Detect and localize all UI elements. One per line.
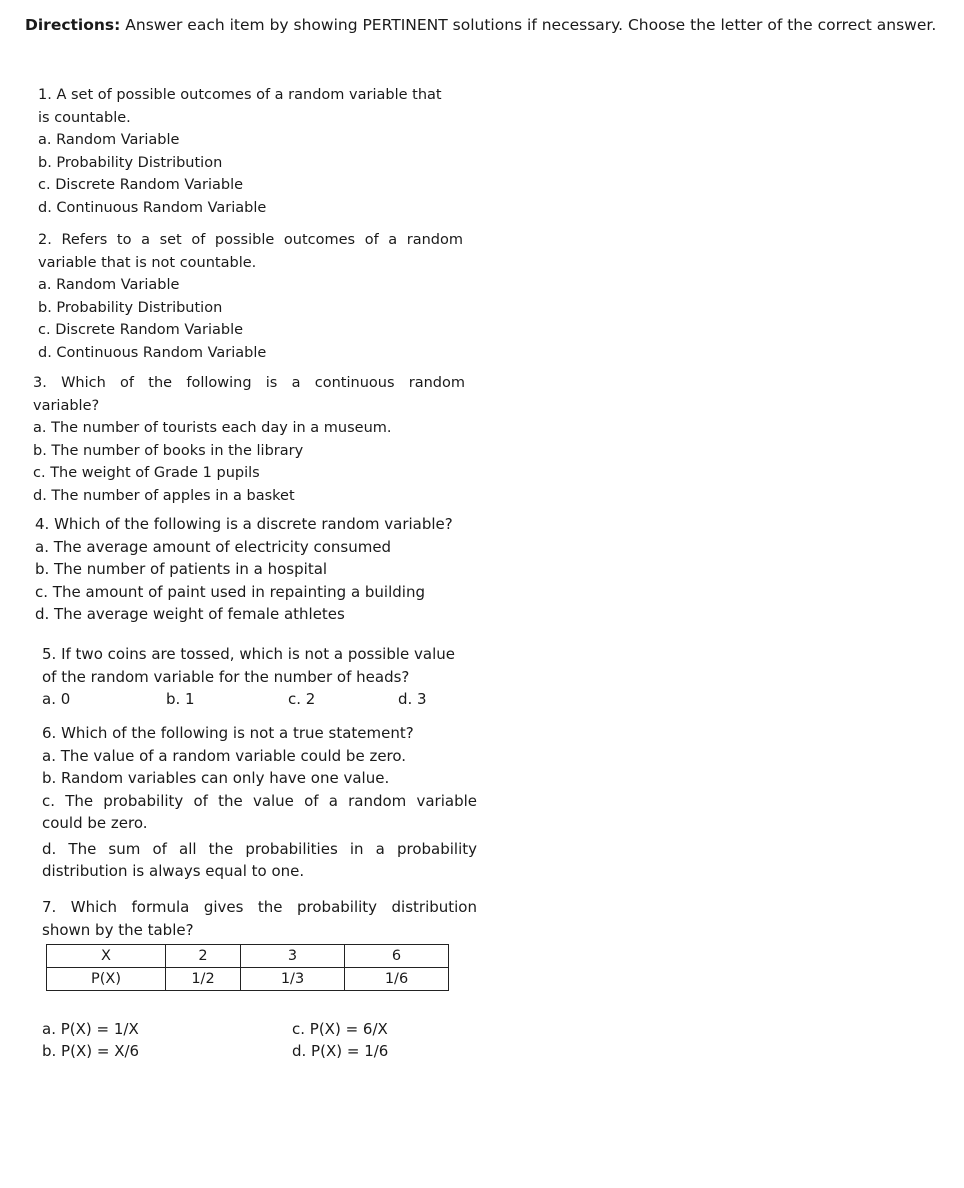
q1-stem-line-1: 1. A set of possible outcomes of a random variable that [38, 87, 442, 103]
table-cell: 1/3 [241, 968, 345, 991]
q6-stem-line-1: 6. Which of the following is not a true statement? [42, 724, 414, 742]
question-6 [42, 722, 477, 883]
q5-option-b: b. 1 [166, 690, 195, 708]
q3-option-c: c. The weight of Grade 1 pupils [33, 465, 260, 481]
q6-option-b: b. Random variables can only have one value. [42, 769, 390, 787]
q4-option-d: d. The average weight of female athletes [35, 605, 345, 623]
directions-label: Directions: [25, 16, 121, 34]
q7-option-a: a. P(X) = 1/X [42, 1020, 139, 1038]
q6-option-c-line-2: could be zero. [42, 814, 148, 832]
q7-option-c: c. P(X) = 6/X [292, 1020, 388, 1038]
q1-option-b: b. Probability Distribution [38, 154, 223, 171]
q5-options-row [42, 688, 472, 710]
q7-stem-line-1: 7. Which formula gives the probability distribution [42, 898, 477, 916]
q2-option-a: a. Random Variable [38, 277, 180, 293]
table-cell: P(X) [47, 968, 166, 991]
table-cell: 3 [241, 945, 345, 968]
q7-stem-line-2: shown by the table? [42, 920, 194, 939]
probability-table [46, 944, 449, 991]
q2-option-c: c. Discrete Random Variable [38, 322, 244, 338]
q5-option-d: d. 3 [398, 690, 427, 708]
q5-stem-line-1: 5. If two coins are tossed, which is not a possible value [42, 645, 455, 663]
q2-option-d: d. Continuous Random Variable [38, 344, 267, 361]
q1-stem-line-2: is countable. [38, 109, 131, 126]
table-row [47, 968, 449, 991]
q1-option-c: c. Discrete Random Variable [38, 177, 244, 193]
directions [25, 14, 945, 36]
q3-option-a: a. The number of tourists each day in a museum. [33, 420, 392, 436]
question-7 [42, 896, 477, 941]
q6-option-d-line-1: d. The sum of all the probabilities in a probability [42, 839, 477, 858]
q7-option-d: d. P(X) = 1/6 [292, 1042, 389, 1060]
q4-stem-line-1: 4. Which of the following is a discrete random variable? [35, 515, 453, 533]
q6-option-a: a. The value of a random variable could be zero. [42, 746, 407, 765]
q7-option-b: b. P(X) = X/6 [42, 1042, 140, 1060]
q2-stem-line-1: 2. Refers to a set of possible outcomes of a random [38, 232, 463, 248]
table-cell: X [47, 945, 166, 968]
table-cell: 1/6 [345, 968, 449, 991]
question-5 [42, 643, 472, 710]
question-1 [38, 84, 463, 219]
question-4 [35, 513, 465, 626]
q5-option-c: c. 2 [288, 690, 316, 708]
q4-option-b: b. The number of patients in a hospital [35, 560, 328, 578]
q5-stem-line-2: of the random variable for the number of heads? [42, 667, 410, 686]
q3-stem-line-1: 3. Which of the following is a continuous random [33, 375, 465, 391]
q3-stem-line-2: variable? [33, 397, 100, 414]
question-2 [38, 229, 463, 364]
table-cell: 1/2 [166, 968, 241, 991]
table-row [47, 945, 449, 968]
q6-option-d-line-2: distribution is always equal to one. [42, 862, 305, 880]
q4-option-a: a. The average amount of electricity consumed [35, 537, 392, 556]
q3-option-b: b. The number of books in the library [33, 442, 304, 459]
directions-text: Answer each item by showing PERTINENT solutions if necessary. Choose the letter of the correct answer. [125, 16, 937, 34]
q5-option-a: a. 0 [42, 690, 71, 708]
table-cell: 6 [345, 945, 449, 968]
q1-option-d: d. Continuous Random Variable [38, 199, 267, 216]
q2-stem-line-2: variable that is not countable. [38, 254, 257, 271]
question-3 [33, 372, 465, 507]
q3-option-d: d. The number of apples in a basket [33, 487, 295, 504]
q2-option-b: b. Probability Distribution [38, 299, 223, 316]
q6-option-c-line-1: c. The probability of the value of a random variable [42, 791, 477, 810]
q7-options-left [42, 1018, 139, 1062]
table-cell: 2 [166, 945, 241, 968]
q4-option-c: c. The amount of paint used in repainting a building [35, 582, 425, 601]
q1-option-a: a. Random Variable [38, 132, 180, 148]
q7-options-right [292, 1018, 388, 1062]
